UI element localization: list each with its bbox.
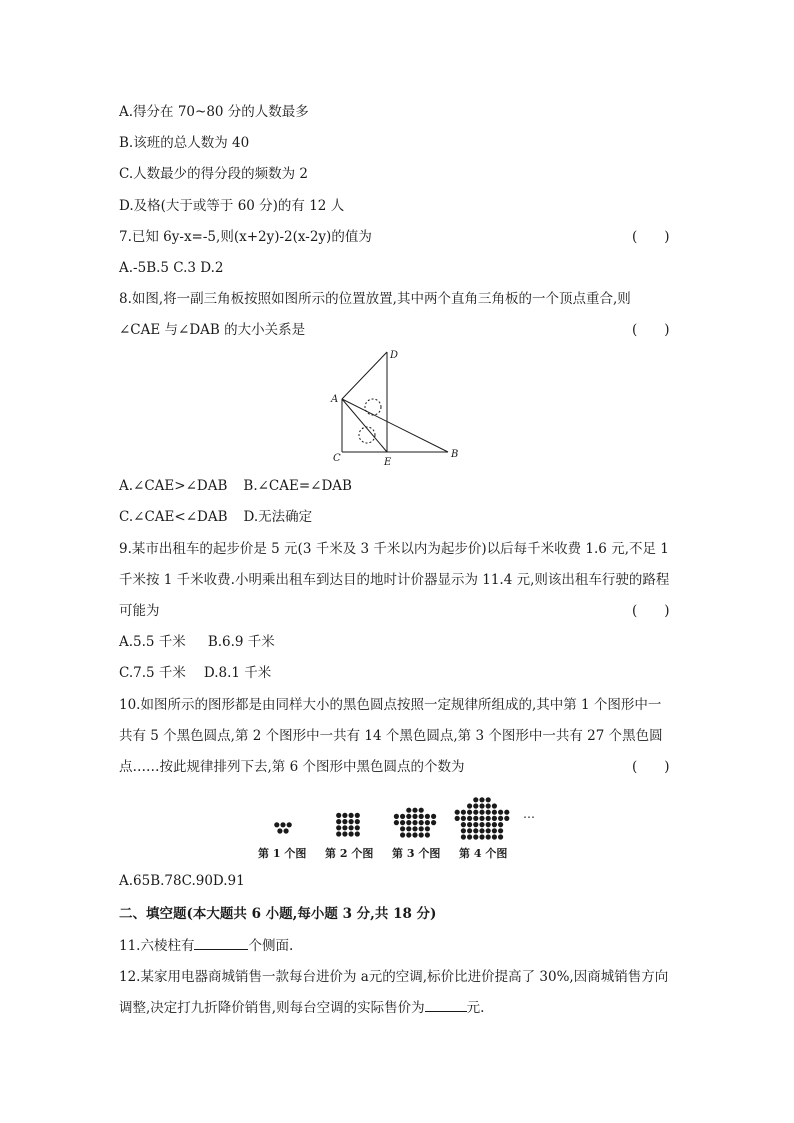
black-dot (461, 816, 466, 821)
black-dot (431, 820, 436, 825)
black-dot (473, 816, 478, 821)
q8-option-c: C.∠CAE<∠DAB (119, 509, 228, 525)
q10-stem-line2: 共有 5 个黑色圆点,第 2 个图形中一共有 14 个黑色圆点,第 3 个图形中一共有 27 个黑色圆 (119, 728, 663, 744)
black-dot (284, 828, 289, 833)
black-dot (455, 816, 460, 821)
black-dot (425, 832, 430, 837)
q10-options: A.65B.78C.90D.91 (119, 873, 245, 889)
q6-option-c: C.人数最少的得分段的频数为 2 (119, 166, 309, 182)
black-dot (349, 825, 354, 830)
q9-options-row2 (119, 664, 271, 682)
black-dot (425, 820, 430, 825)
section-title-fill-in: 二、填空题(本大题共 6 小题,每小题 3 分,共 18 分) (119, 906, 437, 922)
black-dot (412, 814, 417, 819)
q12-stem-line1: 12.某家用电器商城销售一款每台进价为 a元的空调,标价比进价提高了 30%,因商城销售方向 (119, 969, 669, 985)
black-dot (342, 813, 347, 818)
black-dot (412, 826, 417, 831)
black-dot (486, 810, 491, 815)
q10-stem-line1: 10.如图所示的图形都是由同样大小的黑色圆点按照一定规律所组成的,其中第 1 个图形中一 (119, 697, 662, 713)
black-dot (425, 814, 430, 819)
black-dot (425, 826, 430, 831)
black-dot (479, 816, 484, 821)
q6-option-a: A.得分在 70~80 分的人数最多 (119, 104, 309, 120)
black-dot (336, 813, 341, 818)
black-dot (461, 810, 466, 815)
black-dot (336, 825, 341, 830)
q11-line (119, 937, 293, 955)
q10-answer-paren: ( ) (632, 759, 670, 775)
black-dot (342, 831, 347, 836)
q12-answer-blank[interactable] (425, 999, 467, 1012)
dot-figure-3 (394, 808, 436, 838)
black-dot (461, 828, 466, 833)
q8-option-d: D.无法确定 (243, 509, 313, 525)
black-dot (274, 822, 279, 827)
q11-answer-blank[interactable] (194, 937, 248, 950)
q12-stem-line2 (119, 999, 484, 1017)
black-dot (419, 808, 424, 813)
black-dot (355, 831, 360, 836)
black-dot (336, 819, 341, 824)
black-dot (336, 831, 341, 836)
black-dot (467, 822, 472, 827)
q10-caption-3: 第 3 个图 (392, 847, 441, 860)
black-dot (287, 822, 292, 827)
dot-figure-4 (455, 797, 510, 839)
black-dot (394, 820, 399, 825)
q10-ellipsis: … (523, 807, 535, 821)
q8-answer-paren: ( ) (632, 322, 670, 338)
black-dot (277, 828, 282, 833)
q9-stem-line2: 千米按 1 千米收费.小明乘出租车到达目的地时计价器显示为 11.4 元,则该出租车行驶的路程 (119, 572, 670, 588)
label-d: D (390, 350, 399, 361)
black-dot (473, 810, 478, 815)
black-dot (467, 828, 472, 833)
black-dot (498, 834, 503, 839)
q8-triangle-figure (320, 340, 470, 470)
black-dot (504, 816, 509, 821)
q8-options-row1 (119, 477, 352, 495)
angle-mark-upper (365, 399, 381, 415)
black-dot (467, 803, 472, 808)
segment-a-d (342, 352, 387, 399)
black-dot (492, 816, 497, 821)
q7-options: A.-5B.5 C.3 D.2 (119, 260, 224, 276)
black-dot (400, 814, 405, 819)
black-dot (479, 828, 484, 833)
dot-figure-2 (336, 813, 360, 837)
black-dot (479, 834, 484, 839)
black-dot (419, 820, 424, 825)
q9-stem-line1: 9.某市出租车的起步价是 5 元(3 千米及 3 千米以内为起步价)以后每千米收费 1.6 元,不足 1 (119, 541, 669, 557)
black-dot (492, 822, 497, 827)
black-dot (486, 797, 491, 802)
black-dot (280, 822, 285, 827)
black-dot (400, 832, 405, 837)
q7-stem: 7.已知 6y-x=-5,则(x+2y)-2(x-2y)的值为 (119, 229, 372, 245)
q6-option-b: B.该班的总人数为 40 (119, 135, 250, 151)
black-dot (467, 834, 472, 839)
q7-answer-paren: ( ) (632, 229, 670, 245)
black-dot (355, 825, 360, 830)
black-dot (461, 834, 466, 839)
black-dot (498, 828, 503, 833)
q8-option-b: B.∠CAE=∠DAB (243, 478, 352, 494)
black-dot (400, 826, 405, 831)
dot-figure-1 (274, 822, 292, 833)
black-dot (342, 819, 347, 824)
black-dot (349, 813, 354, 818)
q9-option-d: D.8.1 千米 (203, 665, 272, 681)
black-dot (355, 819, 360, 824)
black-dot (492, 803, 497, 808)
black-dot (406, 832, 411, 837)
q10-stem-line3: 点……按此规律排列下去,第 6 个图形中黑色圆点的个数为 (119, 759, 465, 775)
q10-caption-2: 第 2 个图 (325, 847, 374, 860)
black-dot (455, 810, 460, 815)
black-dot (486, 834, 491, 839)
black-dot (394, 814, 399, 819)
black-dot (473, 828, 478, 833)
black-dot (479, 822, 484, 827)
black-dot (412, 820, 417, 825)
label-c: C (333, 453, 341, 464)
q8-stem-line1: 8.如图,将一副三角板按照如图所示的位置放置,其中两个直角三角板的一个顶点重合,则 (119, 291, 631, 307)
black-dot (461, 822, 466, 827)
black-dot (406, 826, 411, 831)
black-dot (349, 831, 354, 836)
q9-stem-line3: 可能为 (119, 603, 160, 619)
black-dot (486, 816, 491, 821)
black-dot (479, 803, 484, 808)
q9-option-c: C.7.5 千米 (119, 665, 186, 681)
label-e: E (384, 457, 392, 468)
black-dot (473, 797, 478, 802)
q12-text-before: 调整,决定打九折降价销售,则每台空调的实际售价为 (119, 1000, 425, 1016)
q8-option-a: A.∠CAE>∠DAB (119, 478, 228, 494)
q8-options-row2 (119, 508, 312, 526)
label-b: B (451, 449, 459, 460)
black-dot (406, 808, 411, 813)
black-dot (473, 834, 478, 839)
black-dot (498, 816, 503, 821)
label-a: A (331, 394, 339, 405)
black-dot (492, 828, 497, 833)
black-dot (419, 832, 424, 837)
black-dot (486, 828, 491, 833)
black-dot (355, 813, 360, 818)
black-dot (419, 814, 424, 819)
q9-options-row1 (119, 633, 275, 651)
black-dot (406, 820, 411, 825)
black-dot (342, 825, 347, 830)
black-dot (412, 808, 417, 813)
q12-text-after: 元. (466, 1000, 485, 1016)
q9-answer-paren: ( ) (632, 603, 670, 619)
q6-option-d: D.及格(大于或等于 60 分)的有 12 人 (119, 198, 345, 214)
black-dot (479, 797, 484, 802)
q8-stem-line2: ∠CAE 与∠DAB 的大小关系是 (119, 322, 306, 338)
black-dot (467, 810, 472, 815)
black-dot (492, 834, 497, 839)
black-dot (473, 803, 478, 808)
black-dot (349, 819, 354, 824)
q11-text-after: 个侧面. (248, 938, 294, 954)
black-dot (486, 803, 491, 808)
black-dot (406, 814, 411, 819)
q9-option-b: B.6.9 千米 (207, 634, 275, 650)
black-dot (504, 810, 509, 815)
black-dot (479, 810, 484, 815)
black-dot (412, 832, 417, 837)
q10-dot-pattern-figure (260, 785, 550, 845)
black-dot (467, 816, 472, 821)
q11-text-before: 11.六棱柱有 (119, 938, 195, 954)
black-dot (400, 820, 405, 825)
q9-option-a: A.5.5 千米 (119, 634, 186, 650)
black-dot (473, 822, 478, 827)
black-dot (419, 826, 424, 831)
q10-caption-1: 第 1 个图 (258, 847, 307, 860)
black-dot (498, 810, 503, 815)
black-dot (498, 822, 503, 827)
black-dot (486, 822, 491, 827)
segment-a-b (342, 399, 448, 452)
black-dot (431, 814, 436, 819)
q10-caption-4: 第 4 个图 (459, 847, 508, 860)
black-dot (492, 810, 497, 815)
